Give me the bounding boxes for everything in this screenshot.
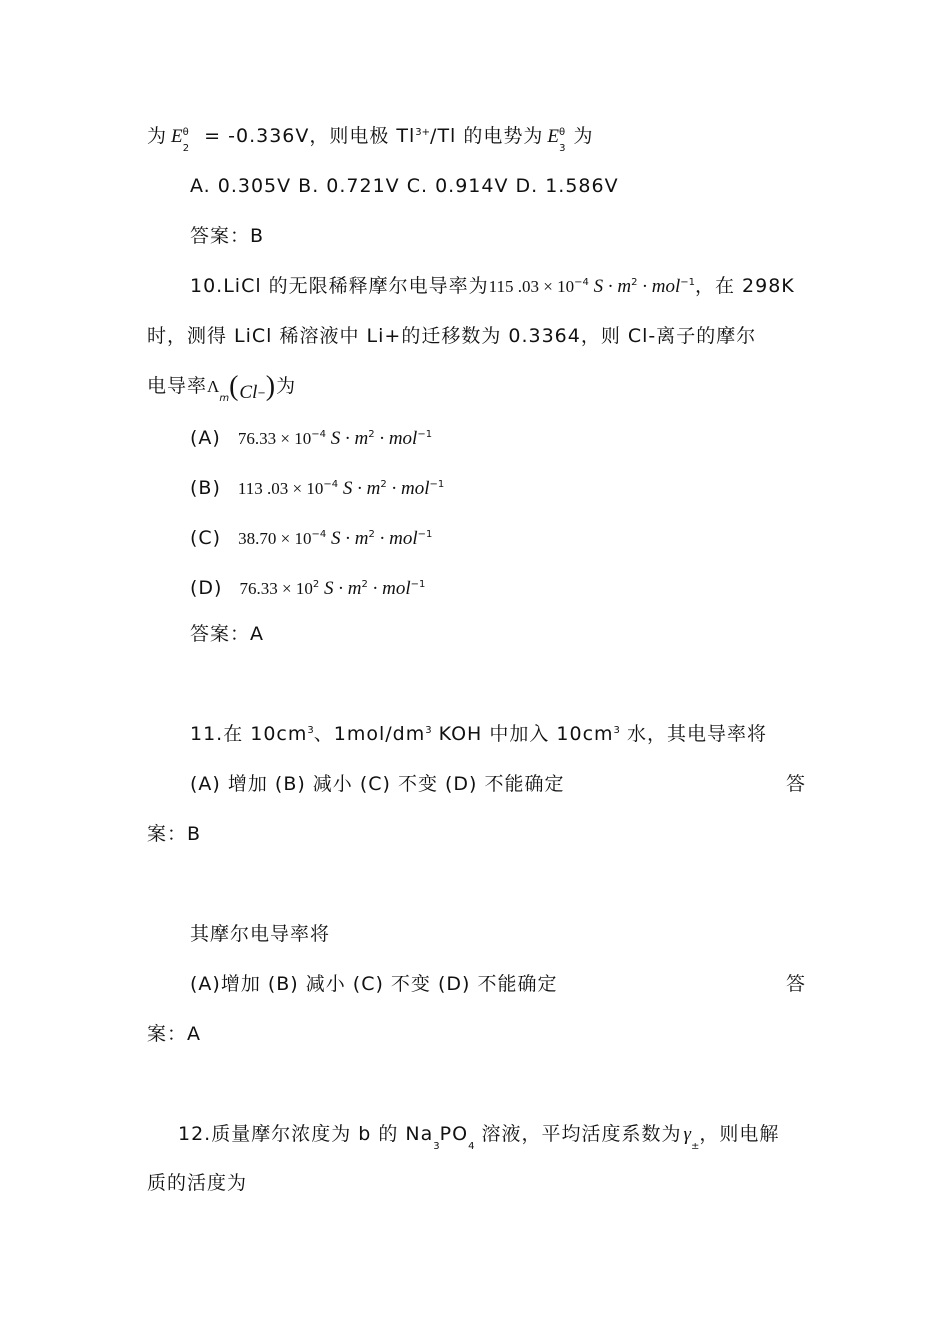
- option-label: (D): [190, 577, 223, 599]
- option-label: (B): [190, 477, 221, 499]
- option-mol-exp: −1: [410, 579, 426, 590]
- option-mol-exp: −1: [417, 529, 433, 540]
- gamma-sub: ±: [690, 1141, 700, 1152]
- q12-line1-b: 溶液，平均活度系数为: [474, 1123, 682, 1145]
- q9-prefix: 为: [147, 125, 168, 147]
- option-mol-exp: −1: [417, 429, 433, 440]
- q11-answer-head: 答: [786, 773, 807, 795]
- option-times: × 10: [288, 479, 324, 498]
- q9-mid: /Tl 的电势为: [430, 125, 544, 147]
- option-label: (C): [190, 527, 222, 549]
- q11-stem-c-sup: 3: [613, 725, 620, 736]
- q10-line1-tail: ，在 298K: [695, 275, 795, 297]
- q10-line3: [147, 371, 296, 403]
- q10-line1-value: 115 .03: [488, 277, 540, 296]
- q10-option-d: [190, 575, 425, 605]
- q10-line1-units: S · m: [588, 276, 632, 297]
- q11-answer-tail: 案：B: [147, 823, 202, 845]
- q10-line1: [190, 273, 795, 303]
- right-paren: ): [265, 371, 277, 402]
- e2-value: = -0.336V，则电极 Tl: [197, 125, 416, 147]
- option-mol: · mol: [374, 528, 418, 549]
- option-mol: · mol: [367, 578, 411, 599]
- gamma-symbol: γ: [683, 1124, 691, 1145]
- option-value: 76.33: [237, 429, 277, 448]
- q10-option-b: [190, 475, 444, 505]
- lambda-symbol: Λ: [207, 377, 220, 396]
- e2-super: θ: [182, 127, 189, 138]
- option-mol: · mol: [374, 428, 418, 449]
- lambda-sub: m: [219, 393, 230, 404]
- q11-stem: [190, 721, 767, 751]
- e2-sub: 2: [182, 143, 190, 154]
- q10-line1-exp: −4: [574, 277, 589, 288]
- q9-answer: 答案：B: [190, 225, 265, 247]
- q11-options2: (A)增加 (B) 减小 (C) 不变 (D) 不能确定: [190, 973, 558, 995]
- tl-charge: 3+: [415, 127, 431, 138]
- option-units: S · m: [325, 428, 369, 449]
- option-exp: −4: [311, 429, 326, 440]
- option-units: S · m: [319, 578, 362, 599]
- q10-line1-m-exp: 2: [631, 277, 638, 288]
- q10-line3-tail: 为: [276, 375, 297, 397]
- q9-suffix: 为: [573, 125, 594, 147]
- q10-option-a: [190, 425, 432, 455]
- q10-option-c: [190, 525, 432, 555]
- q11-options: (A) 增加 (B) 减小 (C) 不变 (D) 不能确定: [190, 773, 565, 795]
- q11-stem-b-sup: 3: [425, 725, 432, 736]
- e3-symbol: E: [547, 126, 559, 147]
- left-paren: (: [229, 371, 240, 402]
- option-mol: · mol: [386, 478, 430, 499]
- option-exp: −4: [311, 529, 327, 540]
- e3-sub: 3: [559, 143, 566, 154]
- q10-line1-mol: · mol: [637, 276, 681, 297]
- option-m-exp: 2: [368, 529, 375, 540]
- q10-line2: 时，测得 LiCl 稀溶液中 Li+的迁移数为 0.3364，则 Cl-离子的摩尔: [147, 325, 757, 347]
- q9-tail-line: [147, 123, 594, 153]
- e2-symbol: E: [171, 126, 183, 147]
- option-units: S · m: [338, 478, 381, 499]
- option-exp: −4: [323, 479, 339, 490]
- q11-stem-a-sup: 3: [307, 725, 314, 736]
- q10-line3-text: 电导率: [147, 375, 208, 397]
- q11-stem-a: 11.在 10cm: [190, 723, 308, 745]
- option-m-exp: 2: [361, 579, 368, 590]
- e3-super: θ: [558, 127, 566, 138]
- q11-stem2: 其摩尔电导率将: [190, 923, 331, 945]
- na-sub: 3: [433, 1141, 440, 1152]
- option-m-exp: 2: [380, 479, 387, 490]
- q11-stem-b: 、1mol/dm: [313, 723, 426, 745]
- option-label: (A): [190, 427, 221, 449]
- q12-line1: [178, 1121, 779, 1151]
- q11-answer2-head: 答: [786, 973, 807, 995]
- option-value: 76.33: [239, 579, 278, 598]
- option-units: S · m: [326, 528, 369, 549]
- q10-line1-text: 10.LiCl 的无限稀释摩尔电导率为: [190, 275, 489, 297]
- cl-ion: Cl: [239, 382, 258, 403]
- q11-stem-c: KOH 中加入 10cm: [431, 723, 614, 745]
- option-times: × 10: [276, 529, 312, 548]
- q10-answer: 答案：A: [190, 623, 264, 645]
- q12-line1-c: ，则电解: [699, 1123, 780, 1145]
- q12-po: PO: [439, 1123, 469, 1145]
- q11-answer2-tail: 案：A: [147, 1023, 201, 1045]
- option-exp: 2: [312, 579, 320, 590]
- q9-options: A. 0.305V B. 0.721V C. 0.914V D. 1.586V: [190, 175, 619, 197]
- po-sub: 4: [468, 1141, 475, 1152]
- q10-line1-mol-exp: −1: [680, 277, 695, 288]
- option-m-exp: 2: [368, 429, 375, 440]
- q12-line1-a: 12.质量摩尔浓度为 b 的 Na: [178, 1123, 434, 1145]
- option-mol-exp: −1: [429, 479, 445, 490]
- option-times: × 10: [277, 579, 313, 598]
- q12-line2: 质的活度为: [147, 1172, 248, 1194]
- cl-charge: −: [257, 388, 266, 399]
- q10-line1-times: × 10: [539, 277, 575, 296]
- q11-stem-d: 水，其电导率将: [619, 723, 767, 745]
- option-value: 38.70: [238, 529, 277, 548]
- option-value: 113 .03: [237, 479, 289, 498]
- option-times: × 10: [276, 429, 312, 448]
